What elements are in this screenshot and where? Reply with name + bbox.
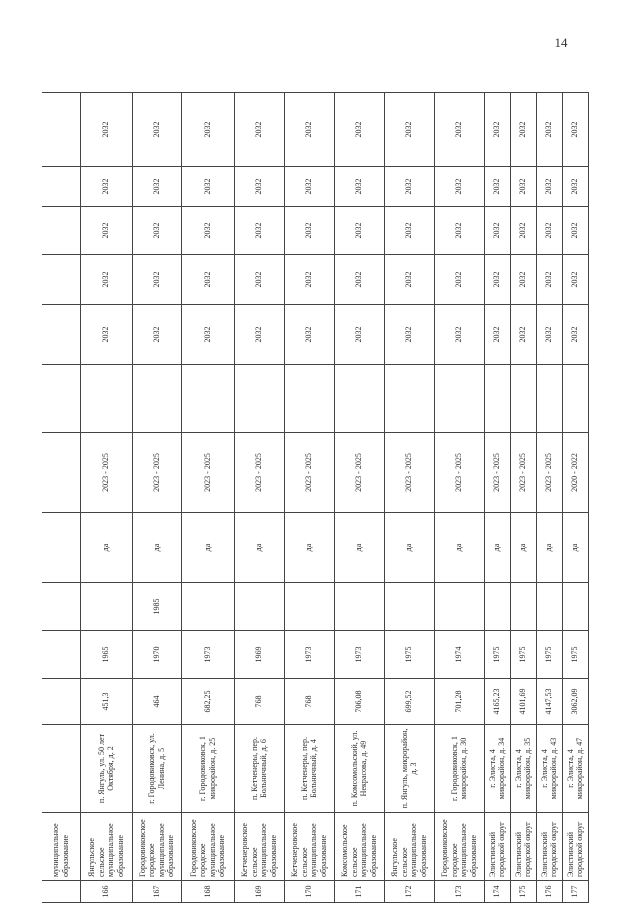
col-12-cell: 2032 [562,255,588,305]
col-10-cell [536,365,562,433]
col-10-cell [510,365,536,433]
col-12-cell: 2032 [132,255,181,305]
col-12-cell: 2032 [181,255,234,305]
col-10-cell [132,365,181,433]
col-11-cell: 2032 [536,305,562,365]
col-12-cell: 2032 [334,255,384,305]
build-year-cell: 1965 [80,631,132,679]
row-number-cell: 176 [536,881,562,903]
address-cell: г. Городовиковск, ул. Ленина, д. 5 [132,725,181,813]
build-year-cell: 1975 [536,631,562,679]
area-cell: 682,25 [181,679,234,725]
col-12-cell: 2032 [80,255,132,305]
table-row [434,93,484,903]
row-number-cell: 169 [234,881,284,903]
page-number: 14 [554,35,568,50]
flag-cell: да [181,513,234,583]
rebuild-year-cell [234,583,284,631]
municipality-cell: Элистинский городской округ [536,813,562,881]
row-number-cell: 172 [384,881,434,903]
build-year-cell: 1973 [284,631,334,679]
rebuild-year-cell [562,583,588,631]
col-14-cell: 2032 [484,167,510,207]
col-10-cell [562,365,588,433]
area-cell: 706,08 [334,679,384,725]
col-10-cell [334,365,384,433]
rebuild-year-cell [181,583,234,631]
col-15-cell: 2032 [434,93,484,167]
row-number-cell: 166 [80,881,132,903]
area-cell: 451,3 [80,679,132,725]
area-cell: 4101,69 [510,679,536,725]
table-row [484,93,510,903]
build-year-cell: 1973 [334,631,384,679]
col-12-cell: 2032 [484,255,510,305]
area-cell: 4165,23 [484,679,510,725]
municipality-cell: Кетченеровское сельское муниципальное образование [234,813,284,881]
period-cell: 2023 - 2025 [334,433,384,513]
period-cell: 2023 - 2025 [132,433,181,513]
rebuild-year-cell [80,583,132,631]
col-11-cell: 2032 [181,305,234,365]
build-year-cell: 1969 [234,631,284,679]
build-year-cell: 1974 [434,631,484,679]
col-11-cell: 2032 [334,305,384,365]
row-number-cell: 167 [132,881,181,903]
col-13-cell: 2032 [484,207,510,255]
address-cell: г. Городовиковск, 1 микрорайон, д. 30 [434,725,484,813]
table-body [42,93,588,903]
col-10-cell [284,365,334,433]
table-row [510,93,536,903]
row-number-cell: 175 [510,881,536,903]
area-cell [42,679,80,725]
col-11-cell: 2032 [434,305,484,365]
col-12-cell: 2032 [284,255,334,305]
flag-cell: да [562,513,588,583]
municipality-cell: Городовиковское городское муниципальное образование [434,813,484,881]
col-11-cell: 2032 [284,305,334,365]
col-14-cell: 2032 [234,167,284,207]
row-number-cell: 173 [434,881,484,903]
rebuild-year-cell [334,583,384,631]
col-13-cell: 2032 [510,207,536,255]
row-number-cell: 174 [484,881,510,903]
col-13-cell: 2032 [434,207,484,255]
table-row [234,93,284,903]
municipality-cell: Янгульское сельское муниципальное образование [80,813,132,881]
rebuild-year-cell [510,583,536,631]
area-cell: 701,28 [434,679,484,725]
col-14-cell: 2032 [536,167,562,207]
col-10-cell [234,365,284,433]
period-cell: 2023 - 2025 [434,433,484,513]
col-11-cell: 2032 [132,305,181,365]
period-cell: 2023 - 2025 [536,433,562,513]
col-10-cell [484,365,510,433]
col-11-cell: 2032 [562,305,588,365]
col-14-cell: 2032 [334,167,384,207]
municipality-cell: Элистинский городской округ [484,813,510,881]
area-cell: 4147,53 [536,679,562,725]
build-year-cell: 1970 [132,631,181,679]
flag-cell [42,513,80,583]
col-10-cell [384,365,434,433]
municipality-cell: Янгульское сельское муниципальное образование [384,813,434,881]
col-13-cell: 2032 [334,207,384,255]
housing-table [42,92,589,903]
area-cell: 3062,09 [562,679,588,725]
col-11-cell [42,305,80,365]
address-cell: п. Янгуль, ул. 50 лет Октября, д. 2 [80,725,132,813]
col-15-cell [42,93,80,167]
col-15-cell: 2032 [234,93,284,167]
address-cell [42,725,80,813]
col-13-cell: 2032 [384,207,434,255]
address-cell: г. Элиста, 4 микрорайон, д. 34 [484,725,510,813]
col-11-cell: 2032 [510,305,536,365]
col-10-cell [181,365,234,433]
col-12-cell [42,255,80,305]
row-number-cell: 177 [562,881,588,903]
row-number-cell: 170 [284,881,334,903]
col-13-cell: 2032 [181,207,234,255]
flag-cell: да [284,513,334,583]
col-15-cell: 2032 [562,93,588,167]
build-year-cell: 1973 [181,631,234,679]
col-13-cell: 2032 [536,207,562,255]
table-row [562,93,588,903]
col-13-cell: 2032 [284,207,334,255]
table-row [284,93,334,903]
flag-cell: да [484,513,510,583]
col-15-cell: 2032 [284,93,334,167]
municipality-cell: Городовиковское городское муниципальное образование [181,813,234,881]
col-12-cell: 2032 [384,255,434,305]
address-cell: п. Кетченеры, пер. Больничный, д. 4 [284,725,334,813]
address-cell: п. Комсомольский, ул. Некрасова, д. 49 [334,725,384,813]
col-11-cell: 2032 [484,305,510,365]
area-cell: 768 [284,679,334,725]
flag-cell: да [384,513,434,583]
row-number-cell: 168 [181,881,234,903]
rebuild-year-cell [536,583,562,631]
rebuild-year-cell: 1985 [132,583,181,631]
period-cell: 2023 - 2025 [510,433,536,513]
col-13-cell: 2032 [562,207,588,255]
col-14-cell [42,167,80,207]
col-14-cell: 2032 [284,167,334,207]
municipality-cell: Комсомольское сельское муниципальное образование [334,813,384,881]
build-year-cell: 1975 [484,631,510,679]
address-cell: г. Элиста, 4 микрорайон, д. 47 [562,725,588,813]
col-10-cell [80,365,132,433]
rebuild-year-cell [484,583,510,631]
col-15-cell: 2032 [334,93,384,167]
col-13-cell: 2032 [132,207,181,255]
col-11-cell: 2032 [384,305,434,365]
build-year-cell [42,631,80,679]
table-row [181,93,234,903]
col-15-cell: 2032 [536,93,562,167]
build-year-cell: 1975 [510,631,536,679]
municipality-cell: Элистинский городской округ [510,813,536,881]
municipality-cell: Кетченеровское сельское муниципальное образование [284,813,334,881]
area-cell: 464 [132,679,181,725]
flag-cell: да [132,513,181,583]
municipality-cell: Городовиковское городское муниципальное образование [132,813,181,881]
flag-cell: да [434,513,484,583]
address-cell: п. Кетченеры, пер. Больничный, д. 6 [234,725,284,813]
period-cell: 2023 - 2025 [181,433,234,513]
col-12-cell: 2032 [536,255,562,305]
row-number-cell [42,881,80,903]
col-15-cell: 2032 [384,93,434,167]
col-13-cell: 2032 [234,207,284,255]
table-row [536,93,562,903]
flag-cell: да [80,513,132,583]
municipality-cell: Элистинский городской округ [562,813,588,881]
table-row [334,93,384,903]
flag-cell: да [510,513,536,583]
build-year-cell: 1975 [384,631,434,679]
period-cell: 2023 - 2025 [234,433,284,513]
col-11-cell: 2032 [234,305,284,365]
address-cell: г. Элиста, 4 микрорайон, д. 35 [510,725,536,813]
address-cell: г. Элиста, 4 микрорайон, д. 43 [536,725,562,813]
col-15-cell: 2032 [132,93,181,167]
col-11-cell: 2032 [80,305,132,365]
rebuild-year-cell [434,583,484,631]
col-14-cell: 2032 [510,167,536,207]
col-13-cell [42,207,80,255]
col-10-cell [42,365,80,433]
flag-cell: да [536,513,562,583]
flag-cell: да [234,513,284,583]
col-14-cell: 2032 [434,167,484,207]
col-12-cell: 2032 [234,255,284,305]
area-cell: 768 [234,679,284,725]
municipality-cell: муниципальное образование [42,813,80,881]
period-cell [42,433,80,513]
col-13-cell: 2032 [80,207,132,255]
table-row [42,93,80,903]
col-14-cell: 2032 [80,167,132,207]
period-cell: 2023 - 2025 [484,433,510,513]
col-12-cell: 2032 [434,255,484,305]
flag-cell: да [334,513,384,583]
table-row [80,93,132,903]
col-15-cell: 2032 [484,93,510,167]
row-number-cell: 171 [334,881,384,903]
address-cell: п. Янгуль, микрорайон, д. 3 [384,725,434,813]
period-cell: 2023 - 2025 [384,433,434,513]
col-14-cell: 2032 [181,167,234,207]
rebuild-year-cell [42,583,80,631]
period-cell: 2020 - 2022 [562,433,588,513]
area-cell: 699,52 [384,679,434,725]
col-14-cell: 2032 [384,167,434,207]
rebuild-year-cell [284,583,334,631]
col-15-cell: 2032 [80,93,132,167]
col-14-cell: 2032 [132,167,181,207]
table-row [132,93,181,903]
col-15-cell: 2032 [181,93,234,167]
table-row [384,93,434,903]
col-14-cell: 2032 [562,167,588,207]
rebuild-year-cell [384,583,434,631]
col-15-cell: 2032 [510,93,536,167]
period-cell: 2023 - 2025 [284,433,334,513]
col-10-cell [434,365,484,433]
period-cell: 2023 - 2025 [80,433,132,513]
address-cell: г. Городовиковск, 1 микрорайон, д. 25 [181,725,234,813]
col-12-cell: 2032 [510,255,536,305]
build-year-cell: 1975 [562,631,588,679]
